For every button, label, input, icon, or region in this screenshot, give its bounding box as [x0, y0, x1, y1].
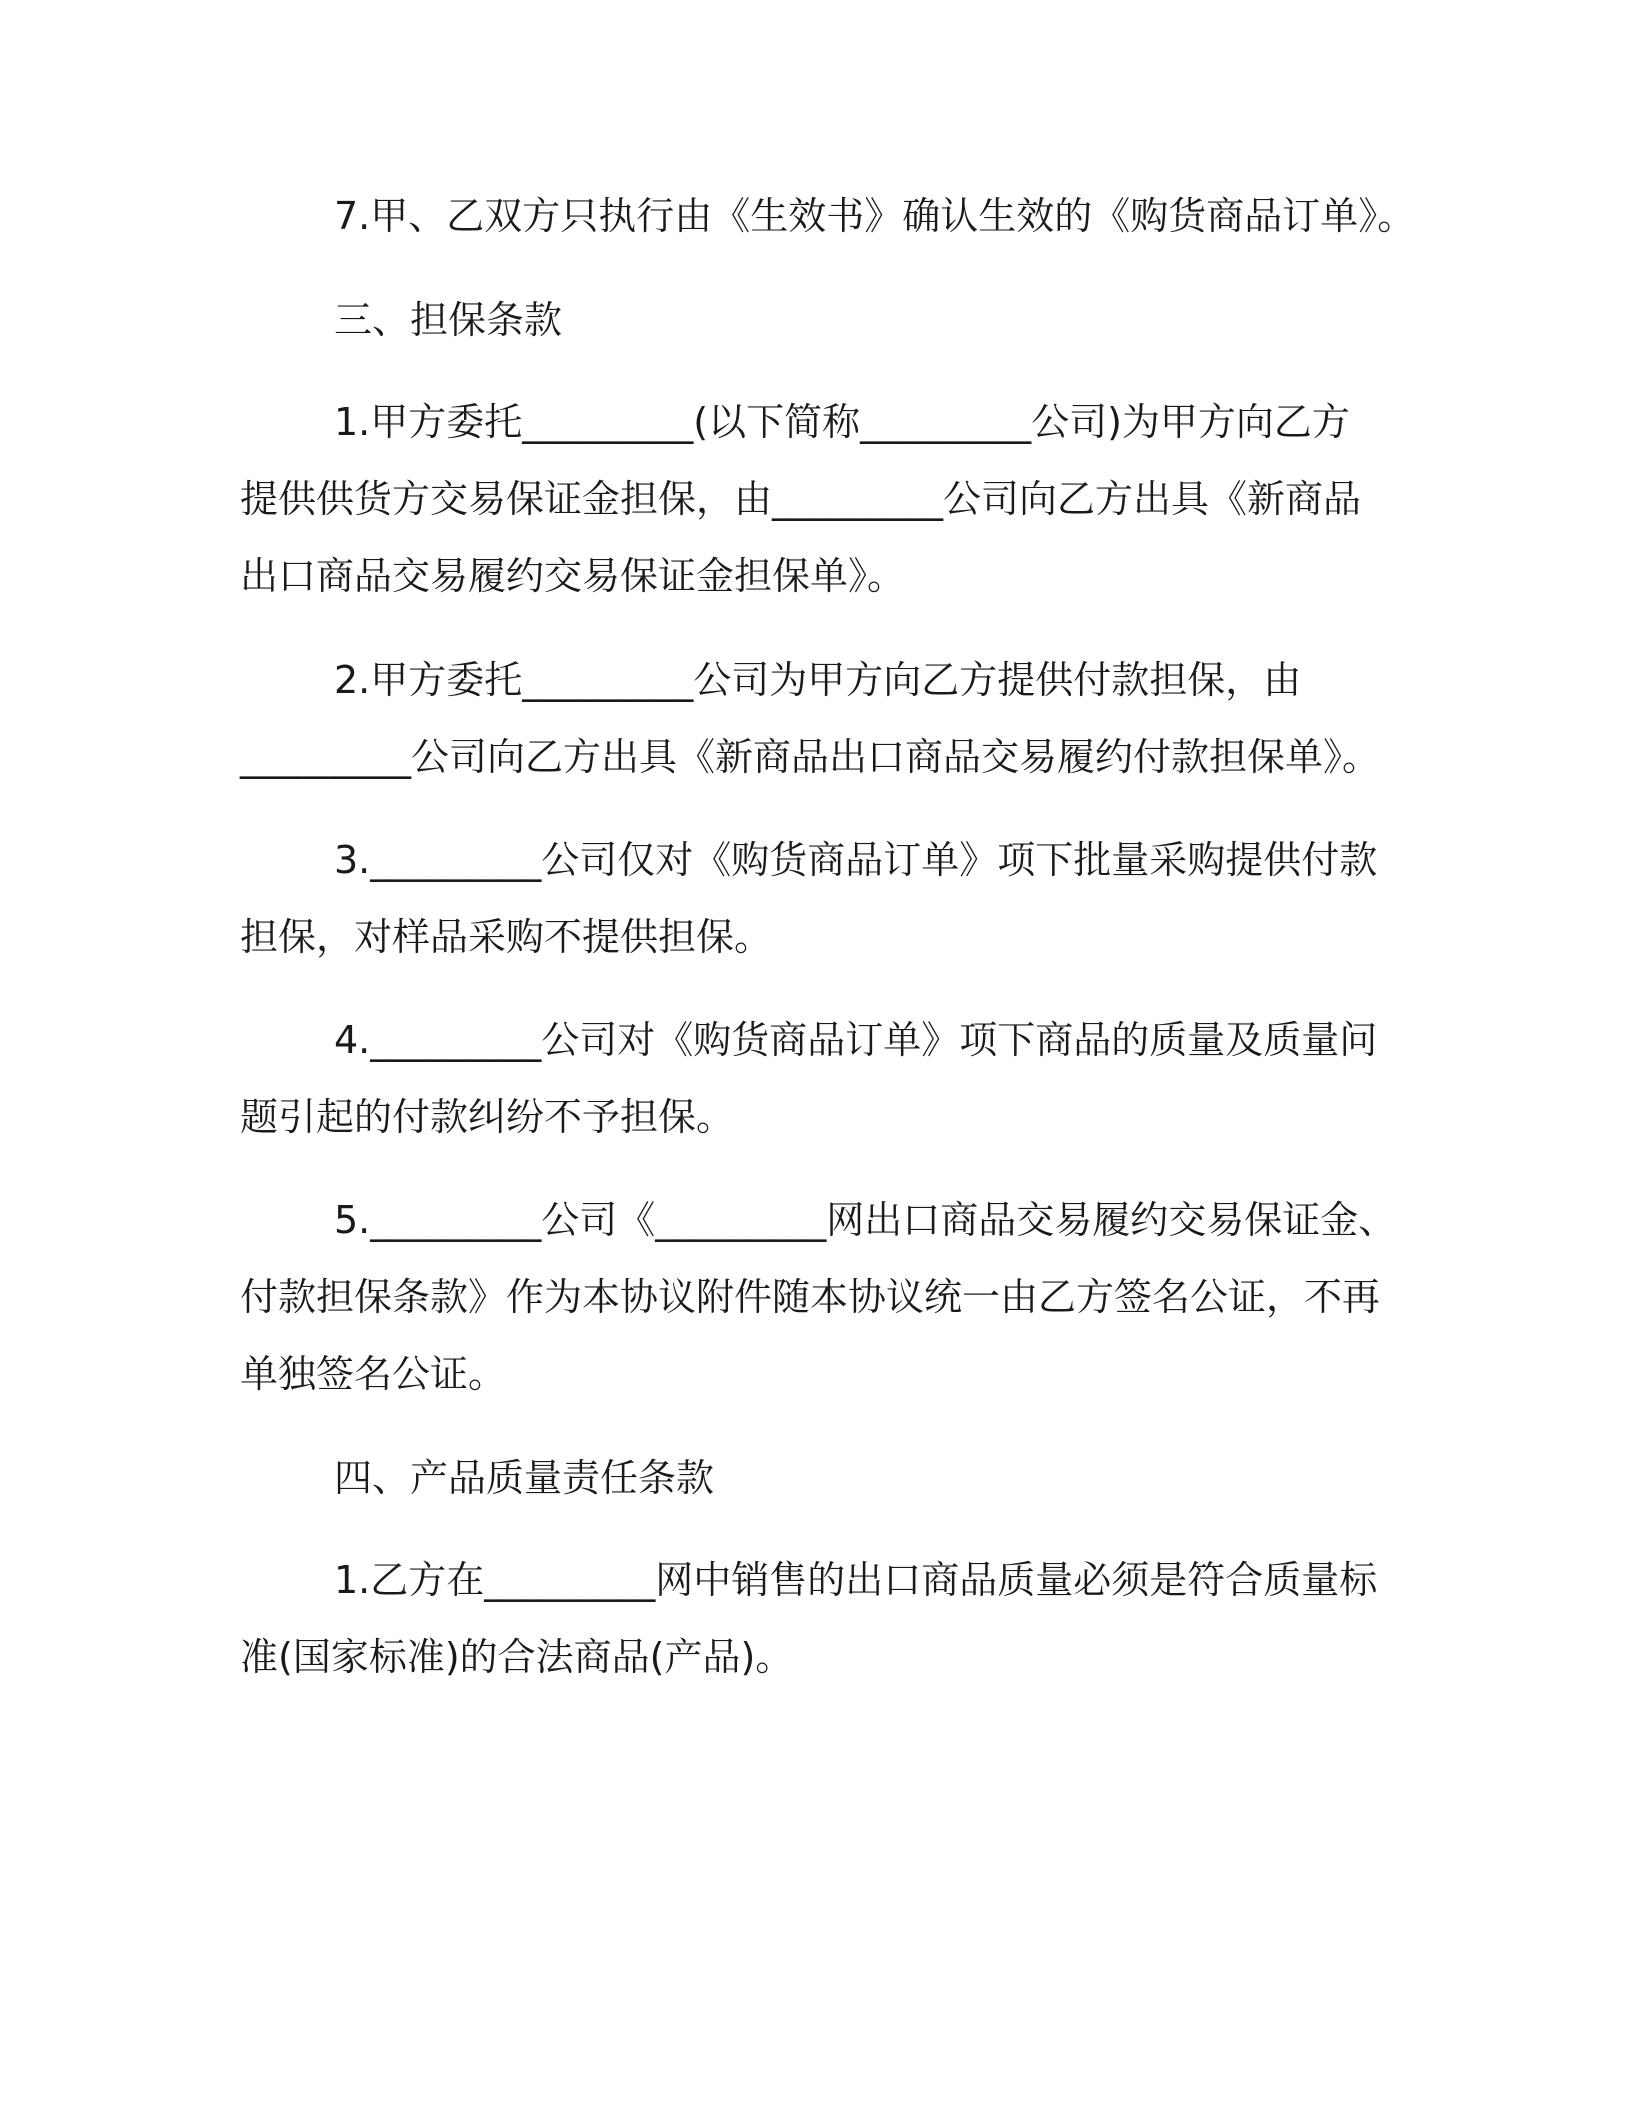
paragraph-guarantee-item-3	[240, 822, 1420, 976]
paragraph-line: 出口商品交易履约交易保证金担保单》。	[240, 554, 906, 598]
paragraph-line: _________公司向乙方出具《新商品出口商品交易履约付款担保单》。	[240, 735, 1381, 779]
paragraph-line: 1.乙方在_________网中销售的出口商品质量必须是符合质量标	[334, 1558, 1378, 1602]
paragraph-guarantee-item-2	[240, 642, 1420, 796]
section-heading-quality: 四、产品质量责任条款	[334, 1456, 715, 1500]
paragraph-line: 付款担保条款》作为本协议附件随本协议统一由乙方签名公证，不再	[240, 1275, 1381, 1319]
paragraph-line: 5._________公司《_________网出口商品交易履约交易保证金、	[334, 1198, 1397, 1242]
paragraph-line: 单独签名公证。	[240, 1352, 507, 1396]
paragraph-line: 2.甲方委托_________公司为甲方向乙方提供付款担保，由	[334, 658, 1302, 702]
paragraph-guarantee-item-5	[240, 1182, 1420, 1413]
paragraph-guarantee-item-4	[240, 1002, 1420, 1156]
paragraph-line: 3._________公司仅对《购货商品订单》项下批量采购提供付款	[334, 838, 1378, 882]
paragraph-line: 4._________公司对《购货商品订单》项下商品的质量及质量问	[334, 1018, 1378, 1062]
section-heading-guarantee: 三、担保条款	[334, 298, 563, 342]
paragraph-guarantee-item-1	[240, 384, 1420, 615]
paragraph-line: 准(国家标准)的合法商品(产品)。	[240, 1635, 794, 1679]
paragraph-line: 题引起的付款纠纷不予担保。	[240, 1095, 735, 1139]
paragraph-line: 7.甲、乙双方只执行由《生效书》确认生效的《购货商品订单》。	[334, 194, 1416, 238]
paragraph-line: 担保，对样品采购不提供担保。	[240, 915, 773, 959]
paragraph-line: 1.甲方委托_________(以下简称_________公司)为甲方向乙方	[334, 400, 1350, 444]
paragraph-quality-item-1	[240, 1542, 1420, 1696]
paragraph-line: 提供供货方交易保证金担保，由_________公司向乙方出具《新商品	[240, 477, 1362, 521]
paragraph-item-7	[240, 178, 1420, 255]
